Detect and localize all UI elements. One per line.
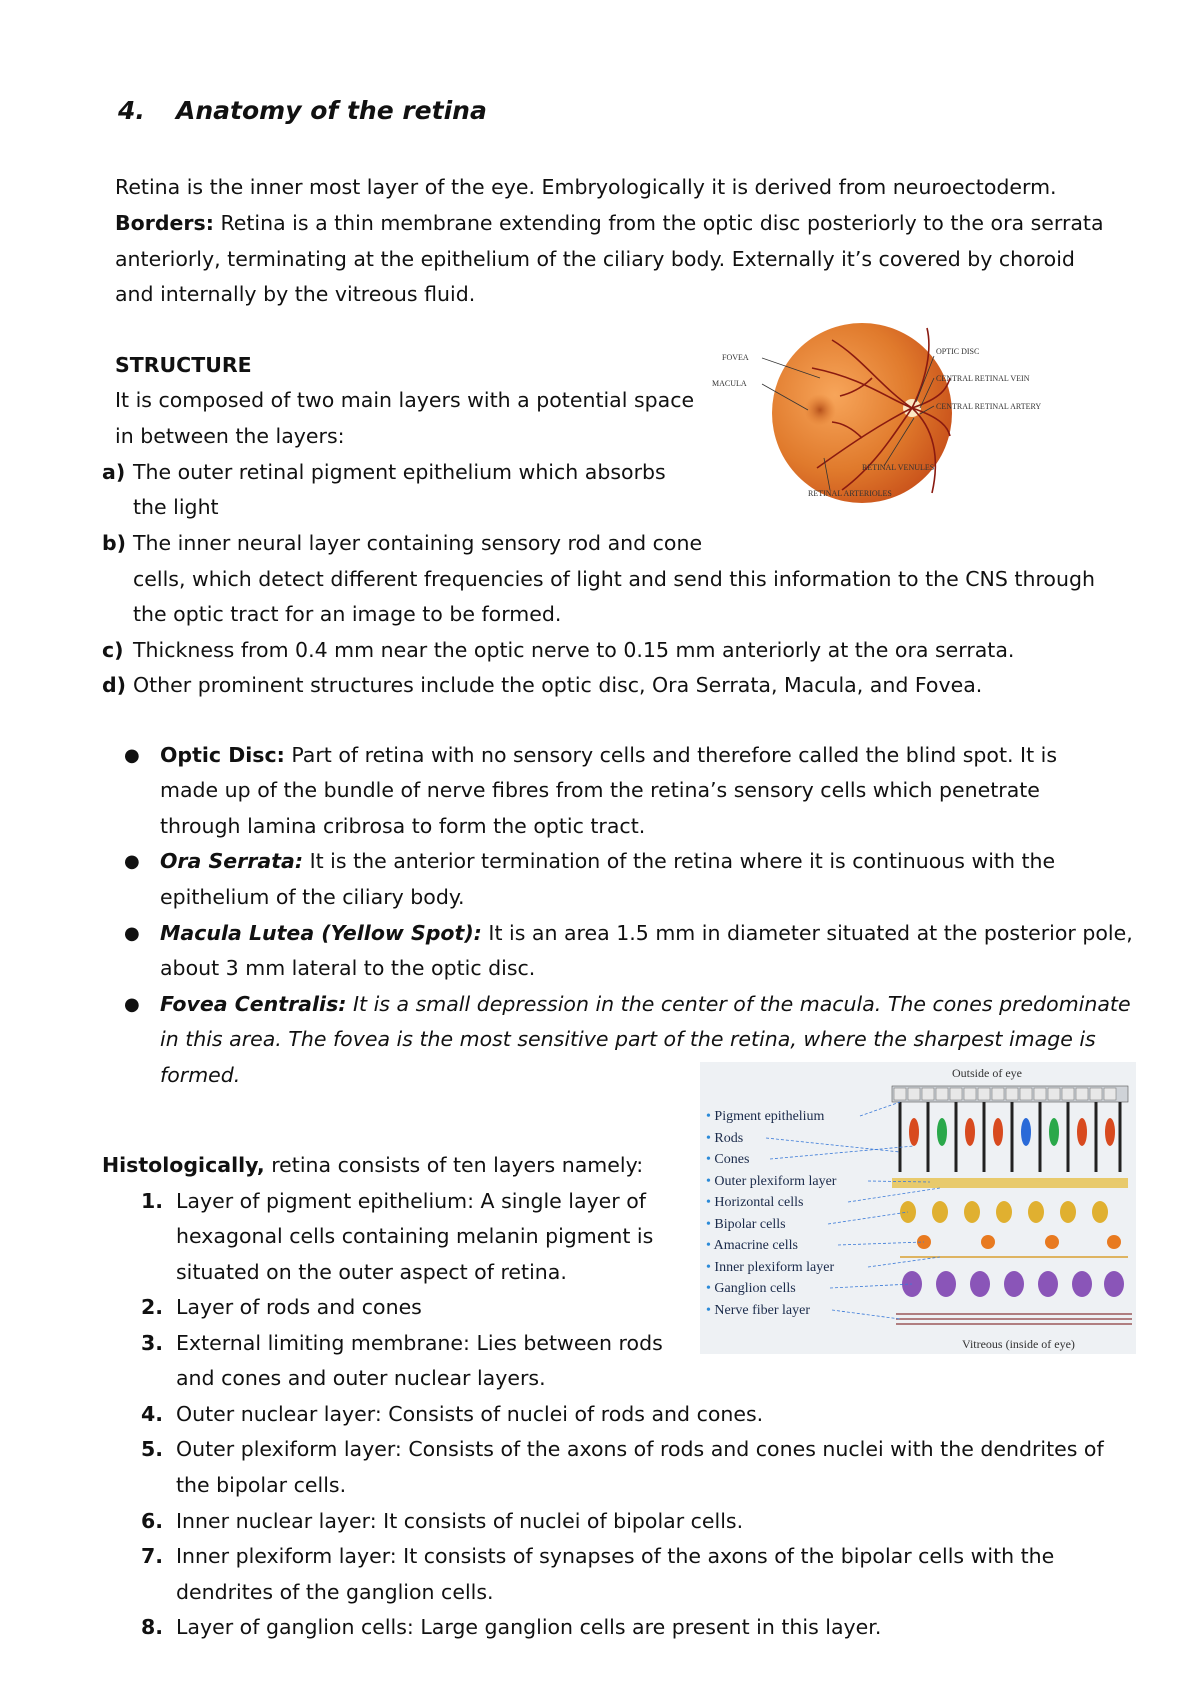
structure-line-2: in between the layers: bbox=[115, 424, 345, 448]
bullet-line: through lamina cribrosa to form the optic tract. bbox=[160, 814, 646, 838]
histology-label: Histologically, bbox=[102, 1153, 265, 1177]
borders-paragraph bbox=[115, 206, 1104, 242]
fundus-figure bbox=[712, 318, 1132, 548]
bullet-text: It is a small depression in the center of the macula. The cones predominate bbox=[346, 992, 1131, 1016]
section-number: 4. bbox=[118, 96, 145, 125]
layer-line: Inner nuclear layer: It consists of nuclei of bipolar cells. bbox=[176, 1509, 744, 1533]
item-marker-c: c) bbox=[102, 638, 124, 662]
layer-line: Inner plexiform layer: It consists of synapses of the axons of the bipolar cells with the bbox=[176, 1544, 1055, 1568]
bullet-dot: ● bbox=[124, 923, 140, 944]
structure-heading: STRUCTURE bbox=[115, 353, 252, 377]
bullet-dot: ● bbox=[124, 851, 140, 872]
label-outside-eye: Outside of eye bbox=[952, 1066, 1022, 1080]
bullet-line: made up of the bundle of nerve fibres from the retina’s sensory cells which penetrate bbox=[160, 778, 1040, 802]
term-optic-disc: Optic Disc: bbox=[160, 743, 285, 767]
label-central-artery: CENTRAL RETINAL ARTERY bbox=[936, 402, 1042, 411]
bullet-line: in this area. The fovea is the most sensitive part of the retina, where the sharpest image is bbox=[160, 1027, 1096, 1051]
label-central-vein: CENTRAL RETINAL VEIN bbox=[936, 374, 1030, 383]
borders-line-2: anteriorly, terminating at the epithelium of the ciliary body. Externally it’s covered by choroid bbox=[115, 247, 1075, 271]
label-pigment-epithelium: • Pigment epithelium bbox=[706, 1109, 825, 1124]
label-macula: MACULA bbox=[712, 379, 747, 388]
layer-number: 2. bbox=[141, 1295, 164, 1319]
layer-number: 4. bbox=[141, 1402, 164, 1426]
label-amacrine-cells: • Amacrine cells bbox=[706, 1238, 798, 1253]
layer-line: Outer plexiform layer: Consists of the axons of rods and cones nuclei with the dendrites of bbox=[176, 1437, 1104, 1461]
item-marker-d: d) bbox=[102, 673, 127, 697]
bullet-ora-serrata bbox=[160, 844, 1055, 880]
item-marker-b: b) bbox=[102, 531, 127, 555]
structure-item-c-line: Thickness from 0.4 mm near the optic nerve to 0.15 mm anteriorly at the ora serrata. bbox=[133, 638, 1015, 662]
borders-text: Retina is a thin membrane extending from the optic disc posteriorly to the ora serrata bbox=[213, 211, 1104, 235]
label-outer-plexiform: • Outer plexiform layer bbox=[706, 1174, 837, 1189]
layer-line: the bipolar cells. bbox=[176, 1473, 347, 1497]
label-arterioles: RETINAL ARTERIOLES bbox=[808, 489, 892, 498]
layer-number: 3. bbox=[141, 1331, 164, 1355]
page-title: Anatomy of the retina bbox=[176, 96, 487, 125]
structure-item-a-line: The outer retinal pigment epithelium which absorbs bbox=[133, 460, 666, 484]
bullet-dot: ● bbox=[124, 745, 140, 766]
bullet-text: Part of retina with no sensory cells and therefore called the blind spot. It is bbox=[284, 743, 1058, 767]
bullet-line: epithelium of the ciliary body. bbox=[160, 885, 465, 909]
bullet-line: formed. bbox=[160, 1063, 241, 1087]
structure-item-b-line: the optic tract for an image to be formed. bbox=[133, 602, 562, 626]
term-ora-serrata: Ora Serrata: bbox=[160, 849, 304, 873]
bullet-text: It is the anterior termination of the retina where it is continuous with the bbox=[303, 849, 1056, 873]
bullet-text: It is an area 1.5 mm in diameter situated at the posterior pole, bbox=[481, 921, 1133, 945]
structure-item-b-line: The inner neural layer containing sensory rod and cone bbox=[133, 531, 703, 555]
bullet-line: about 3 mm lateral to the optic disc. bbox=[160, 956, 536, 980]
label-cones: • Cones bbox=[706, 1152, 750, 1167]
layer-line: hexagonal cells containing melanin pigment is bbox=[176, 1224, 654, 1248]
layer-number: 1. bbox=[141, 1189, 164, 1213]
label-inner-plexiform: • Inner plexiform layer bbox=[706, 1260, 835, 1275]
label-nerve-fiber: • Nerve fiber layer bbox=[706, 1303, 811, 1318]
bullet-fovea-centralis bbox=[160, 987, 1131, 1023]
bullet-optic-disc bbox=[160, 738, 1057, 774]
structure-line-1: It is composed of two main layers with a potential space bbox=[115, 388, 695, 412]
layer-number: 6. bbox=[141, 1509, 164, 1533]
macula-spot bbox=[804, 394, 836, 426]
layer-number: 8. bbox=[141, 1615, 164, 1639]
item-marker-a: a) bbox=[102, 460, 126, 484]
label-venules: RETINAL VENULES bbox=[862, 463, 935, 472]
label-ganglion-cells: • Ganglion cells bbox=[706, 1281, 796, 1296]
layer-line: Layer of rods and cones bbox=[176, 1295, 422, 1319]
bullet-dot: ● bbox=[124, 994, 140, 1015]
layer-line: External limiting membrane: Lies between rods bbox=[176, 1331, 663, 1355]
label-horizontal-cells: • Horizontal cells bbox=[706, 1195, 804, 1210]
intro-line: Retina is the inner most layer of the eye. Embryologically it is derived from neuroectoderm. bbox=[115, 175, 1057, 199]
layer-line: Layer of ganglion cells: Large ganglion cells are present in this layer. bbox=[176, 1615, 882, 1639]
histology-intro bbox=[102, 1148, 643, 1184]
layer-line: situated on the outer aspect of retina. bbox=[176, 1260, 567, 1284]
horizontal-cells bbox=[892, 1178, 1128, 1188]
retina-layers-figure bbox=[700, 1062, 1136, 1354]
layer-line: Layer of pigment epithelium: A single layer of bbox=[176, 1189, 646, 1213]
structure-item-b-line: cells, which detect different frequencies of light and send this information to the CNS through bbox=[133, 567, 1095, 591]
term-fovea-centralis: Fovea Centralis: bbox=[160, 992, 347, 1016]
label-bipolar-cells: • Bipolar cells bbox=[706, 1217, 786, 1232]
layer-line: Outer nuclear layer: Consists of nuclei of rods and cones. bbox=[176, 1402, 764, 1426]
layer-number: 5. bbox=[141, 1437, 164, 1461]
layer-line: and cones and outer nuclear layers. bbox=[176, 1366, 546, 1390]
histology-intro-text: retina consists of ten layers namely: bbox=[264, 1153, 644, 1177]
label-optic-disc: OPTIC DISC bbox=[936, 347, 980, 356]
structure-item-a-line: the light bbox=[133, 495, 219, 519]
label-fovea: FOVEA bbox=[722, 353, 749, 362]
borders-label: Borders: bbox=[115, 211, 214, 235]
borders-line-3: and internally by the vitreous fluid. bbox=[115, 282, 476, 306]
layer-number: 7. bbox=[141, 1544, 164, 1568]
label-vitreous: Vitreous (inside of eye) bbox=[962, 1337, 1075, 1351]
bullet-macula-lutea bbox=[160, 916, 1133, 952]
structure-item-d-line: Other prominent structures include the optic disc, Ora Serrata, Macula, and Fovea. bbox=[133, 673, 983, 697]
term-macula-lutea: Macula Lutea (Yellow Spot): bbox=[160, 921, 482, 945]
layer-line: dendrites of the ganglion cells. bbox=[176, 1580, 494, 1604]
label-rods: • Rods bbox=[706, 1131, 744, 1146]
